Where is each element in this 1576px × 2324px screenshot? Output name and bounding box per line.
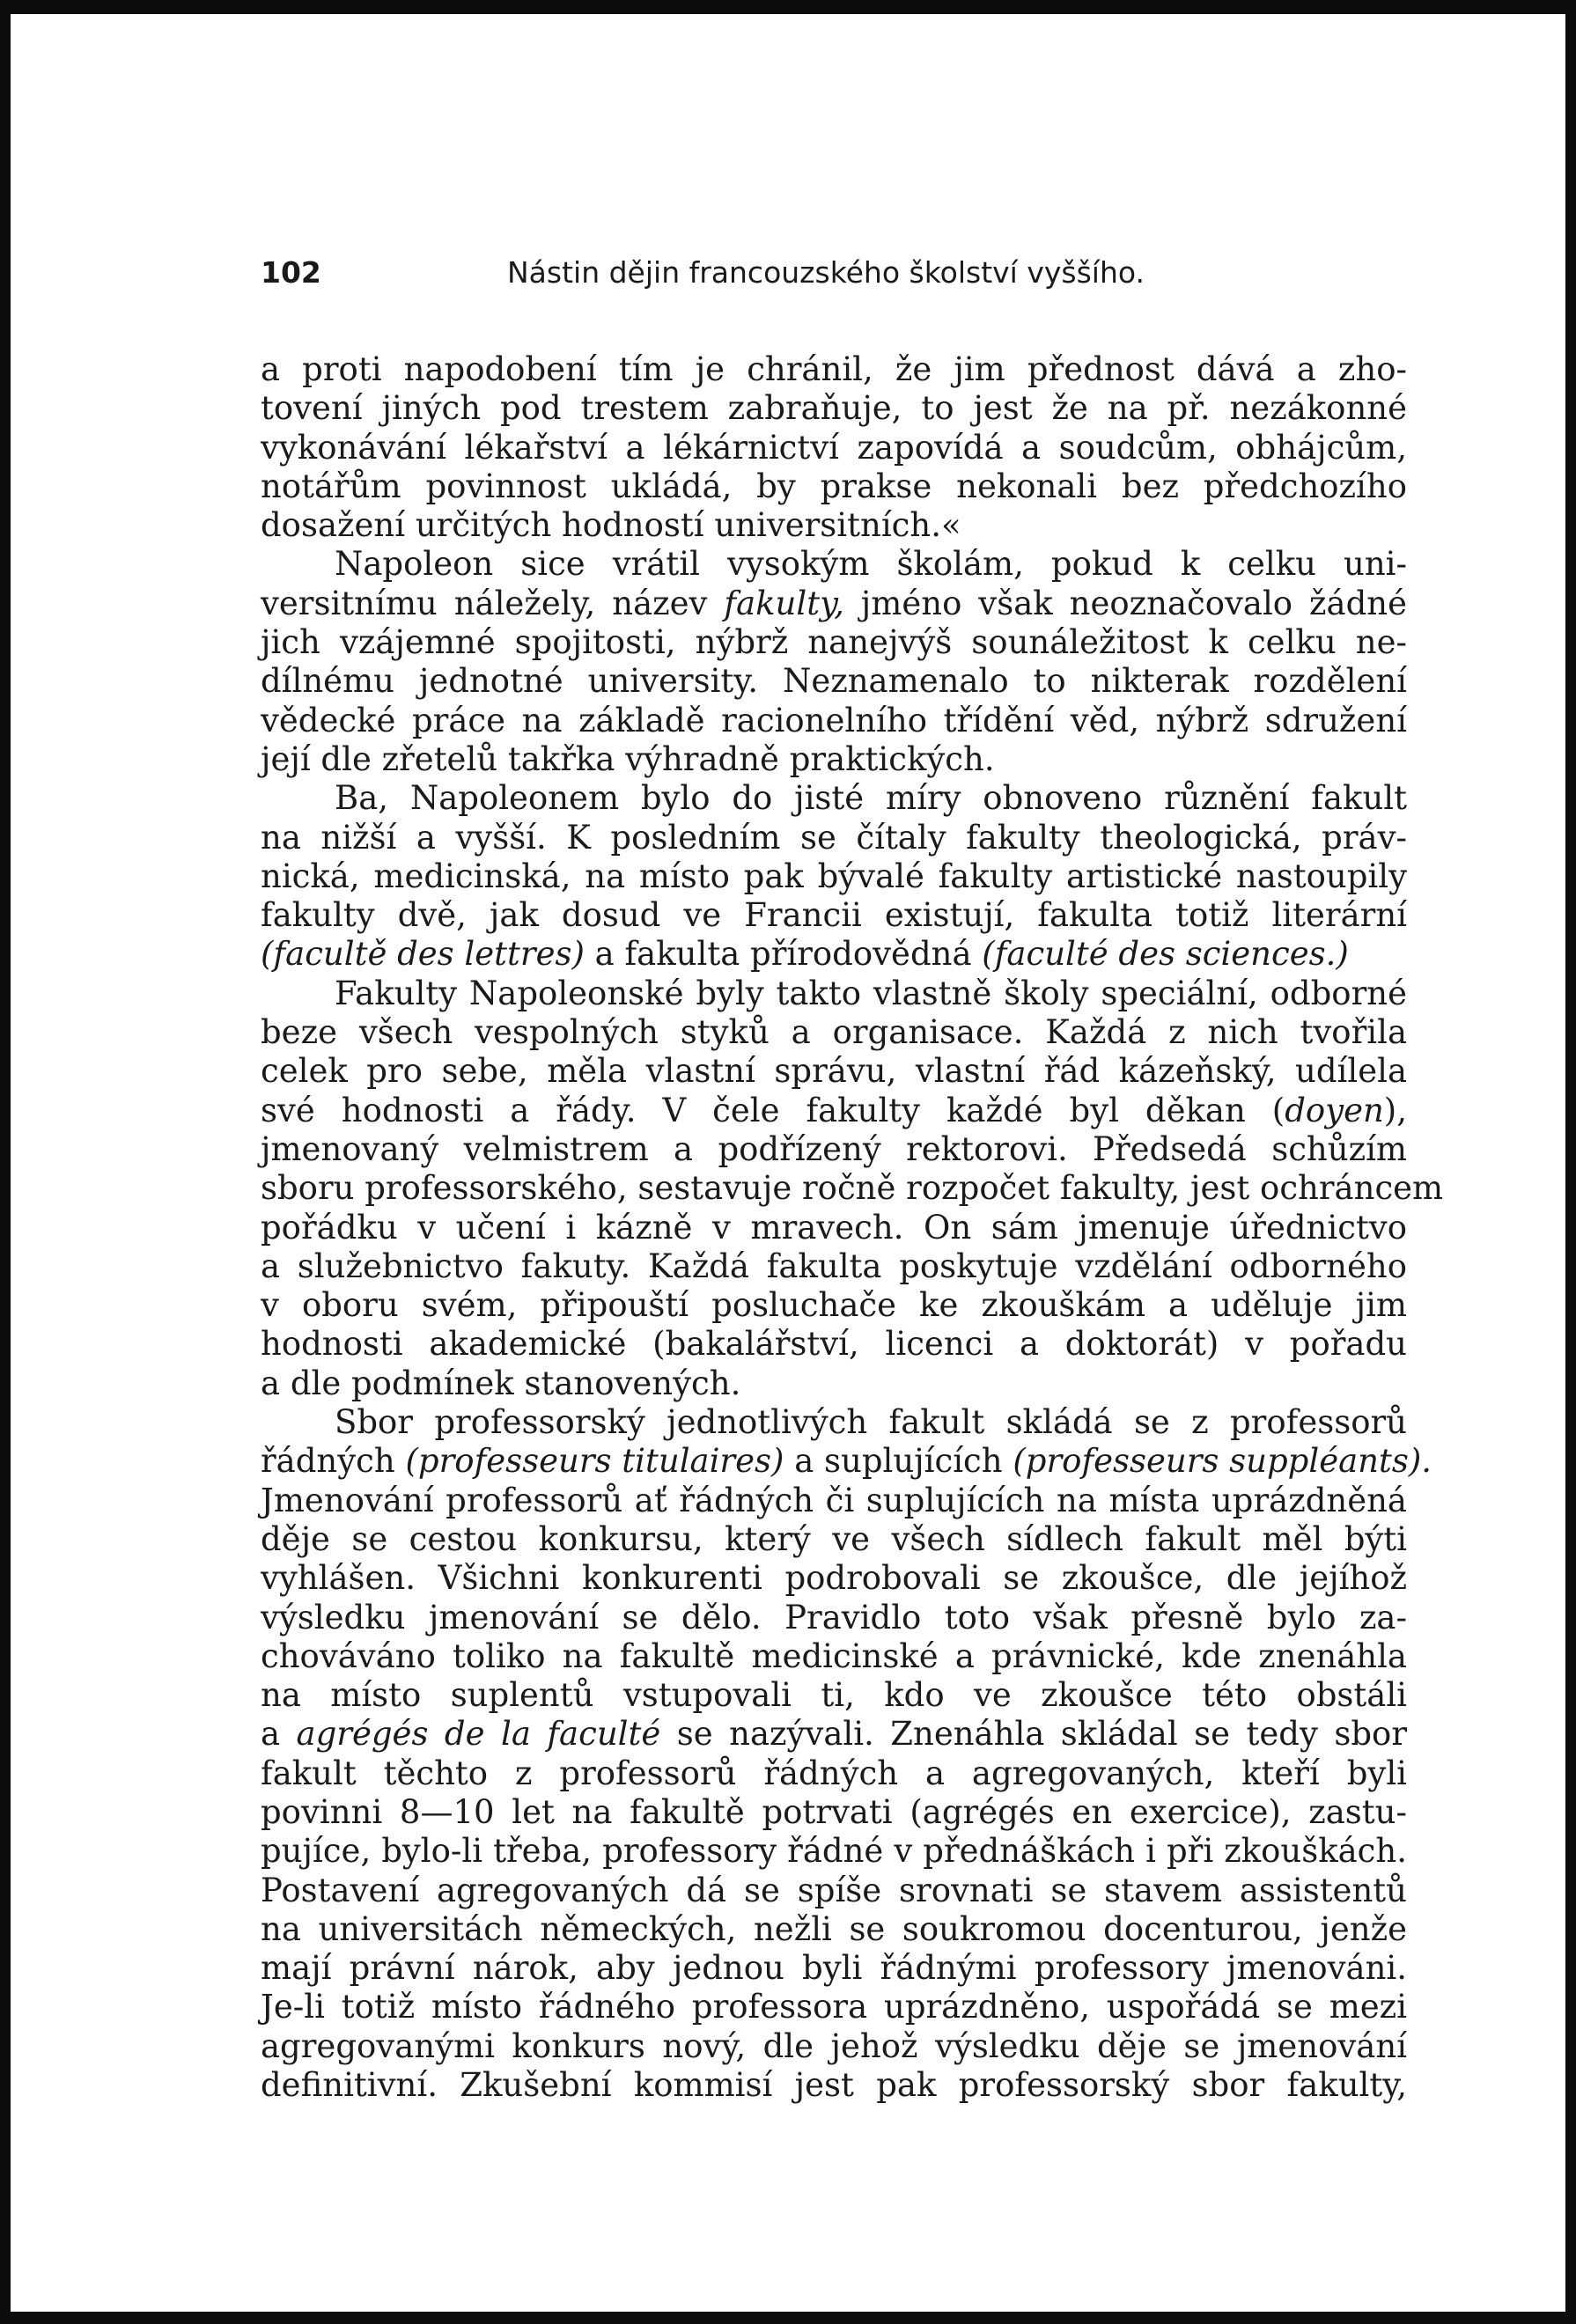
text-line [261, 702, 1407, 740]
text-segment: pujíce, bylo-li třeba, professory řádné v přednáškách i při zkouškách. [261, 1832, 1407, 1871]
text-segment: Jmenování professorů ať řádných či suplujících na místa uprázdněná [261, 1481, 1407, 1519]
text-segment: a služebnictvo fakuty. Každá fakulta poskytuje vzdělání odborného [261, 1247, 1407, 1285]
text-line [261, 1325, 1407, 1364]
text-segment: a dle podmínek stanovených. [261, 1364, 741, 1402]
text-segment: fakulty dvě, jak dosud ve Francii existují, fakulta totiž literární [261, 896, 1407, 935]
text-segment: na universitách německých, nežli se soukromou docenturou, jenže [261, 1909, 1407, 1948]
text-segment: vyhlášen. Všichni konkurenti podrobovali se zkoušce, dle jejíhož [261, 1559, 1407, 1598]
text-line [261, 1872, 1407, 1910]
text-segment: definitivní. Zkušební kommisí jest pak professorský sbor fakulty, [261, 2066, 1407, 2105]
text-segment: a suplujících [784, 1442, 1013, 1481]
text-segment: jmenovaný velmistrem a podřízený rektorovi. Předsedá schůzím [261, 1129, 1407, 1168]
text-segment: povinni 8—10 let na fakultě potrvati (agrégés en exercice), zastu- [261, 1792, 1407, 1831]
text-line [261, 545, 1407, 584]
text-line [261, 623, 1407, 662]
text-segment: řádných [261, 1442, 406, 1481]
text-segment: jich vzájemné spojitosti, nýbrž nanejvýš sounáležitost k celku ne- [261, 623, 1407, 662]
text-line [261, 1599, 1407, 1637]
scan-border-top [0, 0, 1576, 14]
text-line [261, 1092, 1407, 1130]
text-line [261, 1559, 1407, 1598]
italic-term: (faculté des sciences.) [982, 935, 1349, 974]
text-segment: Ba, Napoleonem bylo do jisté míry obnoveno různění fakult [335, 779, 1407, 818]
text-segment: ), [1383, 1091, 1407, 1129]
text-line [261, 819, 1407, 857]
scan-border-right [1565, 0, 1576, 2324]
text-segment: vědecké práce na základě racionelního třídění věd, nýbrž sdružení [261, 701, 1407, 739]
text-line [261, 585, 1407, 623]
page-header [261, 255, 1407, 301]
text-segment: chováváno toliko na fakultě medicinské a právnické, kde znenáhla [261, 1636, 1407, 1675]
text-segment: své hodnosti a řády. V čele fakulty každé byl děkan ( [261, 1091, 1285, 1129]
text-segment: tovení jiných pod trestem zabraňuje, to jest že na př. nezákonné [261, 389, 1407, 428]
text-line [261, 1676, 1407, 1715]
text-segment: a proti napodobení tím je chránil, že jim přednost dává a zho- [261, 350, 1407, 388]
text-line [261, 1286, 1407, 1325]
text-segment: děje se cestou konkursu, který ve všech sídlech fakult měl býti [261, 1519, 1407, 1558]
italic-term: (professeurs titulaires) [405, 1442, 784, 1481]
text-segment: pořádku v učení i kázně v mravech. On sám jmenuje úřednictvo [261, 1208, 1407, 1247]
scan-border-left [0, 0, 11, 2324]
body-text [261, 350, 1444, 2105]
text-segment: Fakulty Napoleonské byly takto vlastně školy speciální, odborné [335, 974, 1407, 1012]
text-line [261, 662, 1407, 701]
text-segment: Je-li totiž místo řádného professora uprázdněno, uspořádá se mezi [261, 1988, 1407, 2026]
text-segment: sboru professorského, sestavuje ročně rozpočet fakulty, jest ochráncem [261, 1169, 1444, 1208]
text-line [261, 1130, 1407, 1169]
text-line [261, 1988, 1407, 2026]
text-line [261, 1793, 1407, 1832]
text-segment: Napoleon sice vrátil vysokým školám, pokud k celku uni- [335, 545, 1407, 584]
text-segment: hodnosti akademické (bakalářství, licenci a doktorát) v pořadu [261, 1325, 1407, 1364]
text-segment: a fakulta přírodovědná [584, 935, 983, 974]
text-line [261, 467, 1407, 506]
text-line [261, 1442, 1432, 1481]
text-segment: dílnému jednotné university. Neznamenalo to nikterak rozdělení [261, 662, 1407, 701]
page-number: 102 [261, 255, 321, 290]
text-line [261, 1209, 1407, 1247]
text-line [261, 1520, 1407, 1559]
text-line [261, 389, 1407, 428]
text-line [261, 1247, 1407, 1286]
italic-term: fakulty, [724, 584, 844, 622]
text-segment: vykonávání lékařství a lékárnictví zapovídá a soudcům, obhájcům, [261, 428, 1407, 467]
text-segment: mají právní nárok, aby jednou byli řádnými professory jmenováni. [261, 1949, 1407, 1988]
text-segment: Postavení agregovaných dá se spíše srovnati se stavem assistentů [261, 1871, 1407, 1909]
text-segment: nická, medicinská, na místo pak bývalé fakulty artistické nastoupily [261, 857, 1407, 895]
text-line [261, 1169, 1444, 1208]
text-segment: dosažení určitých hodností universitních.« [261, 506, 961, 545]
text-line [261, 935, 1407, 974]
text-segment: a [261, 1715, 297, 1754]
text-segment: celek pro sebe, měla vlastní správu, vlastní řád kázeňský, udílela [261, 1052, 1407, 1091]
text-segment: na nižší a vyšší. K posledním se čítaly fakulty theologická, práv- [261, 818, 1407, 857]
text-line [261, 1013, 1407, 1052]
book-page [261, 255, 1444, 2105]
italic-term: doyen [1285, 1091, 1384, 1129]
scan-border-bottom [0, 2312, 1576, 2324]
text-line [261, 350, 1407, 389]
text-line [261, 506, 1407, 545]
text-line [261, 2066, 1407, 2105]
text-segment: na místo suplentů vstupovali ti, kdo ve zkoušce této obstáli [261, 1676, 1407, 1715]
text-segment: jméno však neoznačovalo žádné [843, 584, 1407, 622]
text-segment: její dle zřetelů takřka výhradně praktických. [261, 739, 995, 778]
text-segment: výsledku jmenování se dělo. Pravidlo toto však přesně bylo za- [261, 1598, 1407, 1636]
text-segment: fakult těchto z professorů řádných a agregovaných, kteří byli [261, 1754, 1407, 1792]
text-line [261, 1364, 1407, 1403]
text-line [261, 1832, 1407, 1871]
running-title: Nástin dějin francouzského školství vyššího. [507, 255, 1145, 290]
text-line [261, 1482, 1407, 1520]
text-segment: v oboru svém, připouští posluchače ke zkouškám a uděluje jim [261, 1286, 1407, 1325]
text-line [261, 1754, 1407, 1793]
text-line [261, 1910, 1407, 1949]
text-line [261, 1052, 1407, 1091]
text-segment: se nazývali. Znenáhla skládal se tedy sbor [660, 1715, 1408, 1754]
text-segment: agregovanými konkurs nový, dle jehož výsledku děje se jmenování [261, 2026, 1407, 2065]
italic-term: (facultě des lettres) [261, 935, 585, 974]
italic-term: agrégés de la faculté [296, 1715, 661, 1754]
text-line [261, 1403, 1407, 1442]
italic-term: (professeurs suppléants). [1013, 1442, 1432, 1481]
text-line [261, 1637, 1407, 1676]
text-line [261, 1949, 1407, 1988]
text-line [261, 896, 1407, 935]
text-line [261, 740, 1407, 779]
text-line [261, 857, 1407, 896]
text-line [261, 1715, 1407, 1754]
text-segment: Sbor professorský jednotlivých fakult skládá se z professorů [335, 1403, 1407, 1442]
text-line [261, 974, 1407, 1013]
text-segment: beze všech vespolných styků a organisace. Každá z nich tvořila [261, 1013, 1407, 1052]
text-line [261, 779, 1407, 818]
text-segment: notářům povinnost ukládá, by prakse nekonali bez předchozího [261, 467, 1407, 505]
text-line [261, 429, 1407, 467]
text-line [261, 2027, 1407, 2066]
text-segment: versitnímu náležely, název [261, 584, 725, 622]
